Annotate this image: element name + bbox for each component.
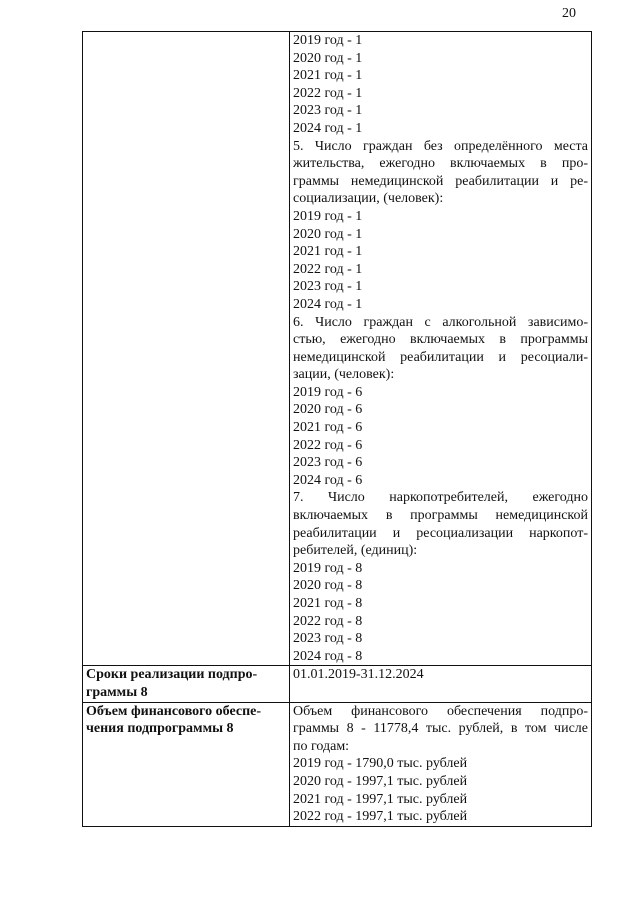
text-line: включаемых в программы немедицинской <box>293 508 588 524</box>
label-line: Объем финансового обеспе- <box>86 703 262 719</box>
text-line: 2020 год - 1 <box>293 226 363 242</box>
page-number: 20 <box>562 6 576 21</box>
text-line: 2023 год - 1 <box>293 279 363 295</box>
text-line: 2019 год - 8 <box>293 560 363 576</box>
label-line: чения подпрограммы 8 <box>86 721 234 737</box>
label-line: Сроки реализации подпро- <box>86 667 258 683</box>
text-line: 2022 год - 1 <box>293 261 363 277</box>
label-line: граммы 8 <box>86 684 148 700</box>
text-line: 2024 год - 8 <box>293 648 363 664</box>
text-line: 2020 год - 8 <box>293 578 363 594</box>
passport-table <box>82 31 592 827</box>
text-line: 2019 год - 1 <box>293 208 363 224</box>
text-line: 2024 год - 6 <box>293 472 363 488</box>
text-line: социализации, (человек): <box>293 191 444 207</box>
text-line: 2021 год - 1997,1 тыс. рублей <box>293 791 468 807</box>
row-label-empty <box>83 32 290 666</box>
text-line: 2024 год - 1 <box>293 296 363 312</box>
timeline-text <box>293 666 588 684</box>
row-label-funding <box>83 702 290 826</box>
text-line: 2021 год - 6 <box>293 420 363 436</box>
funding-text <box>293 703 588 826</box>
text-line: 2021 год - 8 <box>293 596 363 611</box>
text-line: жительства, ежегодно включаемых в про- <box>293 156 588 172</box>
text-line: Объем финансового обеспечения подпро- <box>293 703 588 719</box>
row-label-timeline <box>83 666 290 702</box>
text-line: немедицинской реабилитации и ресоциали- <box>293 349 588 365</box>
text-line: 2020 год - 6 <box>293 402 363 418</box>
text-line: 7. Число наркопотребителей, ежегодно <box>293 490 588 506</box>
text-line: 2019 год - 1790,0 тыс. рублей <box>293 756 468 772</box>
text-line: 2023 год - 6 <box>293 455 363 471</box>
text-line: 2024 год - 1 <box>293 120 363 136</box>
text-line: 2021 год - 1 <box>293 68 363 84</box>
text-line: 2020 год - 1 <box>293 50 363 66</box>
row-value-timeline <box>290 666 592 702</box>
text-line: 2020 год - 1997,1 тыс. рублей <box>293 773 468 789</box>
text-line: 2021 год - 1 <box>293 244 363 260</box>
text-line: зации, (человек): <box>293 367 395 383</box>
text-line: стью, ежегодно включаемых в программы <box>293 332 588 348</box>
table-row-timeline <box>83 666 592 702</box>
text-line: 2022 год - 6 <box>293 437 363 453</box>
text-line: ребителей, (единиц): <box>293 543 418 559</box>
text-line: 2023 год - 8 <box>293 631 363 647</box>
text-line: 2023 год - 1 <box>293 103 363 119</box>
text-line: граммы немедицинской реабилитации и ре- <box>293 173 588 189</box>
text-line: граммы 8 - 11778,4 тыс. рублей, в том числе <box>293 721 588 737</box>
table-row-indicators <box>83 32 592 666</box>
table-row-funding <box>83 702 592 826</box>
text-line: 2019 год - 6 <box>293 384 363 400</box>
text-line: реабилитации и ресоциализации наркопот- <box>293 525 588 541</box>
text-line: по годам: <box>293 738 350 754</box>
text-line: 5. Число граждан без определённого места <box>293 138 588 154</box>
indicators-text <box>293 32 588 665</box>
text-line: 2022 год - 1 <box>293 85 363 101</box>
text-line: 2022 год - 8 <box>293 613 363 629</box>
text-line: 2019 год - 1 <box>293 33 363 48</box>
text-line: 01.01.2019-31.12.2024 <box>293 667 424 683</box>
text-line: 2022 год - 1997,1 тыс. рублей <box>293 809 468 825</box>
row-value-funding <box>290 702 592 826</box>
text-line: 6. Число граждан с алкогольной зависимо- <box>293 314 588 330</box>
row-value-indicators <box>290 32 592 666</box>
